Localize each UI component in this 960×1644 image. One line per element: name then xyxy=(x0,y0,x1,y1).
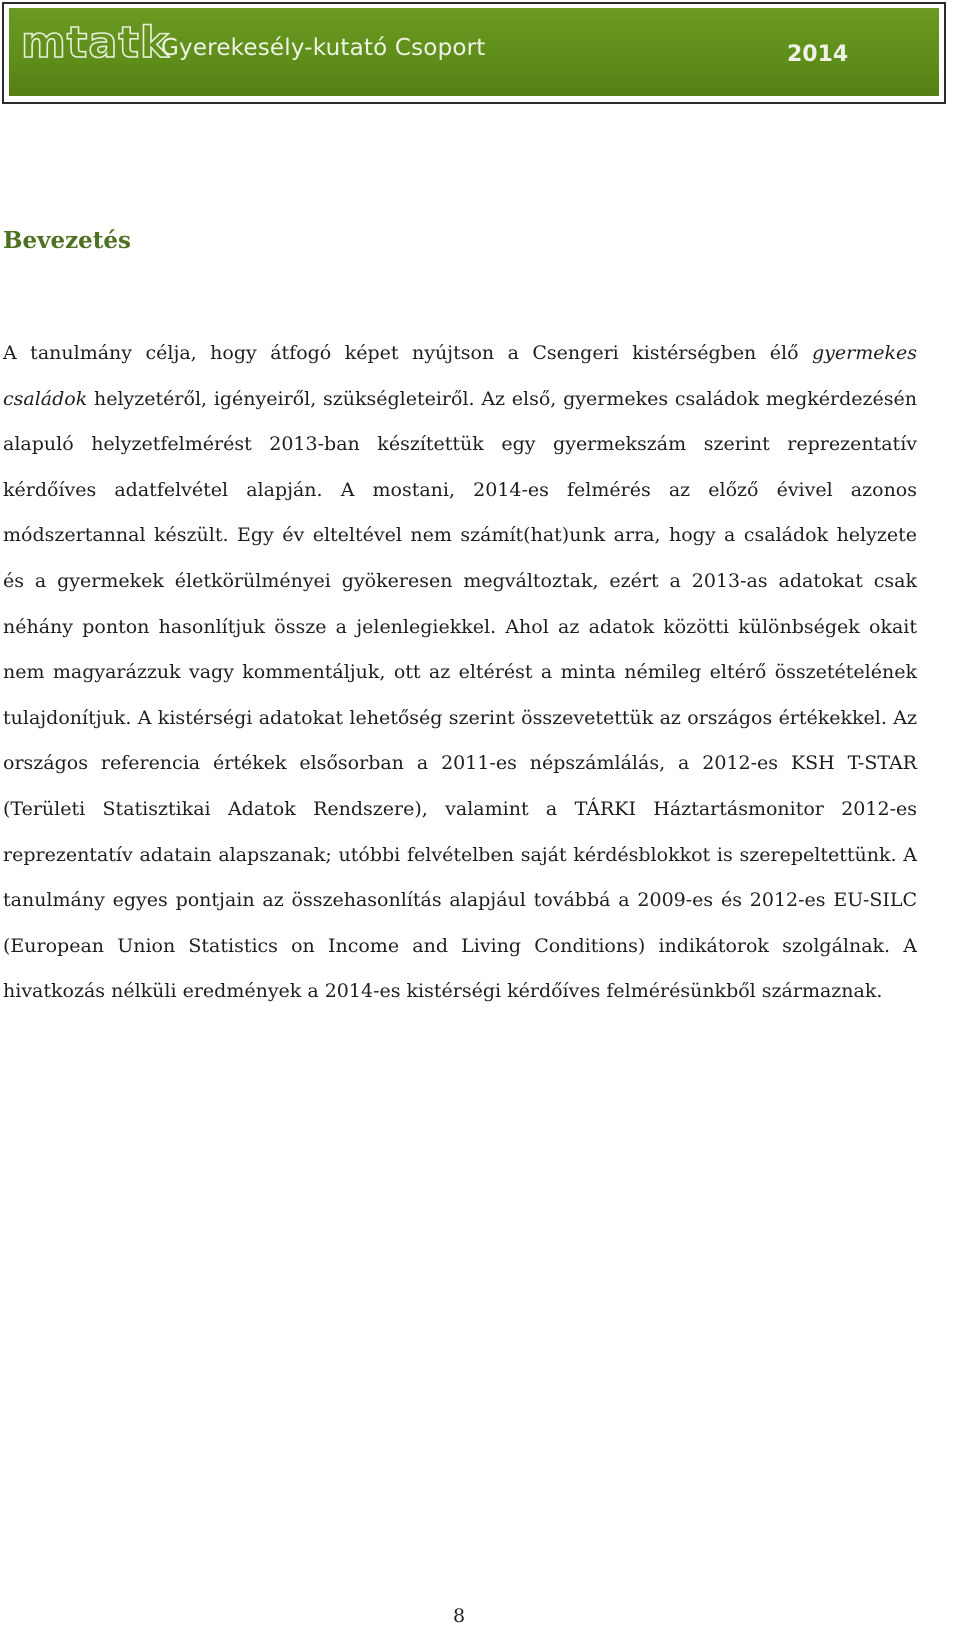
paragraph-italic-term: gyermekes családok xyxy=(3,342,917,410)
paragraph-text-start: A tanulmány célja, hogy átfogó képet nyújtson a Csengeri kistérségben élő xyxy=(3,342,812,364)
group-name: Gyerekesély-kutató Csoport xyxy=(161,35,486,61)
page-number: 8 xyxy=(452,1605,466,1627)
banner-background xyxy=(9,8,939,96)
intro-paragraph xyxy=(3,331,917,1015)
banner-year: 2014 xyxy=(787,42,849,67)
paragraph-text-rest: helyzetéről, igényeiről, szükségleteiről. Az első, gyermekes családok megkérdezésén alapuló helyzetfelmérést 2013-ban készítettük egy gyermekszám szerint reprezentatív kérdőíves adatfelvétel alapján. A mostani, 2014-es felmérés az előző évivel azonos módszertannal készült. Egy év elteltével nem számít(hat)unk arra, hogy a családok helyzete és a gyermekek életkörülményei gyökeresen megváltoztak, ezért a 2013-as adatokat csak néhány ponton hasonlítjuk össze a jelenlegiekkel. Ahol az adatok közötti különbségek okait nem magyarázzuk vagy kommentáljuk, ott az eltérést a minta némileg eltérő összetételének tulajdonítjuk. A kistérségi adatokat lehetőség szerint összevetettük az országos értékekkel. Az országos referencia értékek elsősorban a 2011-es népszámlálás, a 2012-es KSH T-STAR (Területi Statisztikai Adatok Rendszere), valamint a TÁRKI Háztartásmonitor 2012-es reprezentatív adatain alapszanak; utóbbi felvételben saját kérdésblokkot is szerepeltettünk. A tanulmány egyes pontjain az összehasonlítás alapjául továbbá a 2009-es és 2012-es EU-SILC (European Union Statistics on Income and Living Conditions) indikátorok szolgálnak. A hivatkozás nélküli eredmények a 2014-es kistérségi kérdőíves felmérésünkből származnak. xyxy=(3,387,917,1003)
header-banner xyxy=(2,2,946,104)
section-heading: Bevezetés xyxy=(3,227,131,254)
mtatk-logo: mtatk xyxy=(21,18,170,68)
